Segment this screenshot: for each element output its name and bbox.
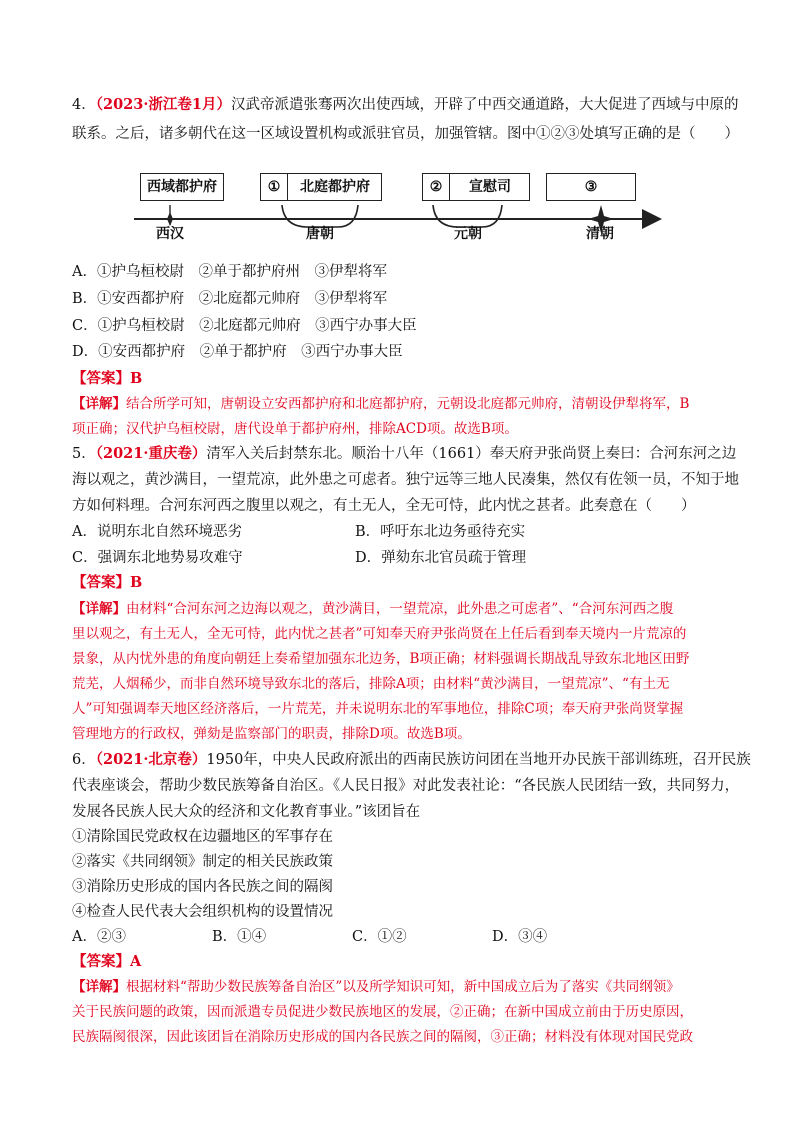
q5-detail-label: 【详解】 [72, 601, 126, 617]
q6-option-b: B．①④ [212, 929, 267, 945]
q6-detail-line-2: 关于民族问题的政策，因而派遣专员促进少数民族地区的发展，②正确；在新中国成立前由于历史原因， [72, 1004, 693, 1020]
q6-source: （2021·北京卷） [95, 751, 207, 768]
q5-detail-text-1: 由材料“合河东河之边海以观之，黄沙满目，一望荒凉，此外患之可虑者”、“合河东河西之腹 [126, 601, 674, 617]
q4-source: （2023·浙江卷1月） [95, 96, 231, 113]
q6-stem-line-2: 代表座谈会，帮助少数民族筹备自治区。《人民日报》对此发表社论：“各民族人民团结一致，共同努力， [72, 778, 740, 794]
q6-detail-text-1: 根据材料“帮助少数民族筹备自治区”以及所学知识可知，新中国成立后为了落实《共同纲领》 [126, 979, 680, 995]
label-xihan: 西汉 [156, 226, 184, 242]
label-tang: 唐朝 [306, 226, 334, 242]
box-2-num: ② [423, 174, 450, 200]
box-1-text: 北庭都护府 [300, 179, 370, 195]
q6-answer: 【答案】A [72, 953, 142, 970]
q5-option-c: C．强调东北地势易攻难守 [72, 550, 243, 566]
q4-option-c: C．①护乌桓校尉 ②北庭都元帅府 ③西宁办事大臣 [72, 318, 417, 334]
q6-number: 6． [72, 752, 96, 768]
q6-stem-line-1 [72, 750, 751, 770]
q6-option-c: C．①② [352, 929, 407, 945]
q6-option-a: A．②③ [72, 929, 126, 945]
q4-option-d: D．①安西都护府 ②单于都护府 ③西宁办事大臣 [72, 344, 403, 360]
q5-stem-text-1: 清军入关后封禁东北。顺治十八年（1661）奉天府尹张尚贤上奏曰：合河东河之边 [206, 446, 737, 462]
q5-answer: 【答案】B [72, 574, 143, 591]
q6-item-2: ②落实《共同纲领》制定的相关民族政策 [72, 854, 333, 870]
q4-stem-line-1 [72, 95, 739, 115]
q4-detail-text-1: 结合所学可知，唐朝设立安西都护府和北庭都护府，元朝设北庭都元帅府，清朝设伊犁将军，B [126, 396, 690, 412]
q5-detail-line-2: 里以观之，有土无人，全无可恃，此内忧之甚者”可知奉天府尹张尚贤在上任后看到奉天境内一片荒凉的 [72, 626, 687, 642]
q6-stem-text-1: 1950年，中央人民政府派出的西南民族访问团在当地开办民族干部训练班，召开民族 [206, 752, 751, 768]
q5-detail-line-3: 景象，从内忧外患的角度向朝廷上奏希望加强东北边务，B项正确；材料强调长期战乱导致东北地区田野 [72, 651, 690, 667]
label-qing: 清朝 [586, 226, 614, 242]
q5-number: 5． [72, 446, 96, 462]
q5-source: （2021·重庆卷） [95, 445, 207, 462]
q4-answer: 【答案】B [72, 370, 143, 387]
q6-item-3: ③消除历史形成的国内各民族之间的隔阂 [72, 879, 333, 895]
box-xiyu: 西域都护府 [140, 173, 224, 201]
box-1-num: ① [261, 174, 288, 200]
q4-option-a: A．①护乌桓校尉 ②单于都护府州 ③伊犁将军 [72, 264, 387, 280]
q5-option-a: A．说明东北自然环境恶劣 [72, 524, 242, 540]
q5-stem-line-3: 方如何料理。合河东河西之腹里以观之，有土无人，全无可恃，此内忧之甚者。此奏意在（ ） [72, 498, 696, 514]
q4-option-b: B．①安西都护府 ②北庭都元帅府 ③伊犁将军 [72, 291, 388, 307]
q5-stem-line-2: 海以观之，黄沙满目，一望荒凉，此外患之可虑者。独宁远等三地人民凑集，然仅有佐领一员，不知于地 [72, 472, 739, 488]
q6-detail-label: 【详解】 [72, 979, 126, 995]
q5-option-b: B．呼吁东北边务亟待充实 [355, 524, 526, 540]
q4-stem-line-2: 联系。之后，诸多朝代在这一区域设置机构或派驻官员，加强管辖。图中①②③处填写正确的是（ ） [72, 126, 739, 142]
q4-number: 4． [72, 97, 96, 113]
q5-detail-line-6: 管理地方的行政权，弹劾是监察部门的职责，排除D项。故选B项。 [72, 726, 471, 742]
q4-detail-label: 【详解】 [72, 396, 126, 412]
box-2-text: 宣慰司 [469, 179, 511, 195]
q6-stem-line-3: 发展各民族人民大众的经济和文化教育事业。”该团旨在 [72, 804, 421, 820]
q5-detail-line-5: 人”可知强调奉天地区经济落后，一片荒芜，并未说明东北的军事地位，排除C项；奉天府尹张尚贤掌握 [72, 701, 684, 717]
box-3: ③ [546, 173, 636, 201]
q5-detail-line-1 [72, 599, 732, 619]
q5-detail-line-4: 荒芜，人烟稀少，而非自然环境导致东北的落后，排除A项；由材料“黄沙满目，一望荒凉”、“有土无 [72, 676, 670, 692]
q4-detail-line-2: 项正确；汉代护乌桓校尉，唐代设单于都护府州，排除ACD项。故选B项。 [72, 421, 518, 437]
q6-option-d: D．③④ [492, 929, 548, 945]
q4-detail-line-1 [72, 394, 732, 414]
q6-detail-line-1 [72, 977, 732, 997]
box-2 [422, 173, 530, 201]
q5-option-d: D．弹劾东北官员疏于管理 [355, 550, 527, 566]
q6-item-1: ①清除国民党政权在边疆地区的军事存在 [72, 829, 333, 845]
q4-timeline-figure [130, 165, 670, 245]
label-yuan: 元朝 [454, 226, 482, 242]
q4-stem-text-1: 汉武帝派遣张骞两次出使西域，开辟了中西交通道路，大大促进了西域与中原的 [230, 97, 739, 113]
box-1 [260, 173, 382, 201]
q6-detail-line-3: 民族隔阂很深，因此该团旨在消除历史形成的国内各民族之间的隔阂，③正确；材料没有体现对国民党政 [72, 1029, 693, 1045]
q5-stem-line-1 [72, 444, 737, 464]
q6-item-4: ④检查人民代表大会组织机构的设置情况 [72, 904, 333, 920]
